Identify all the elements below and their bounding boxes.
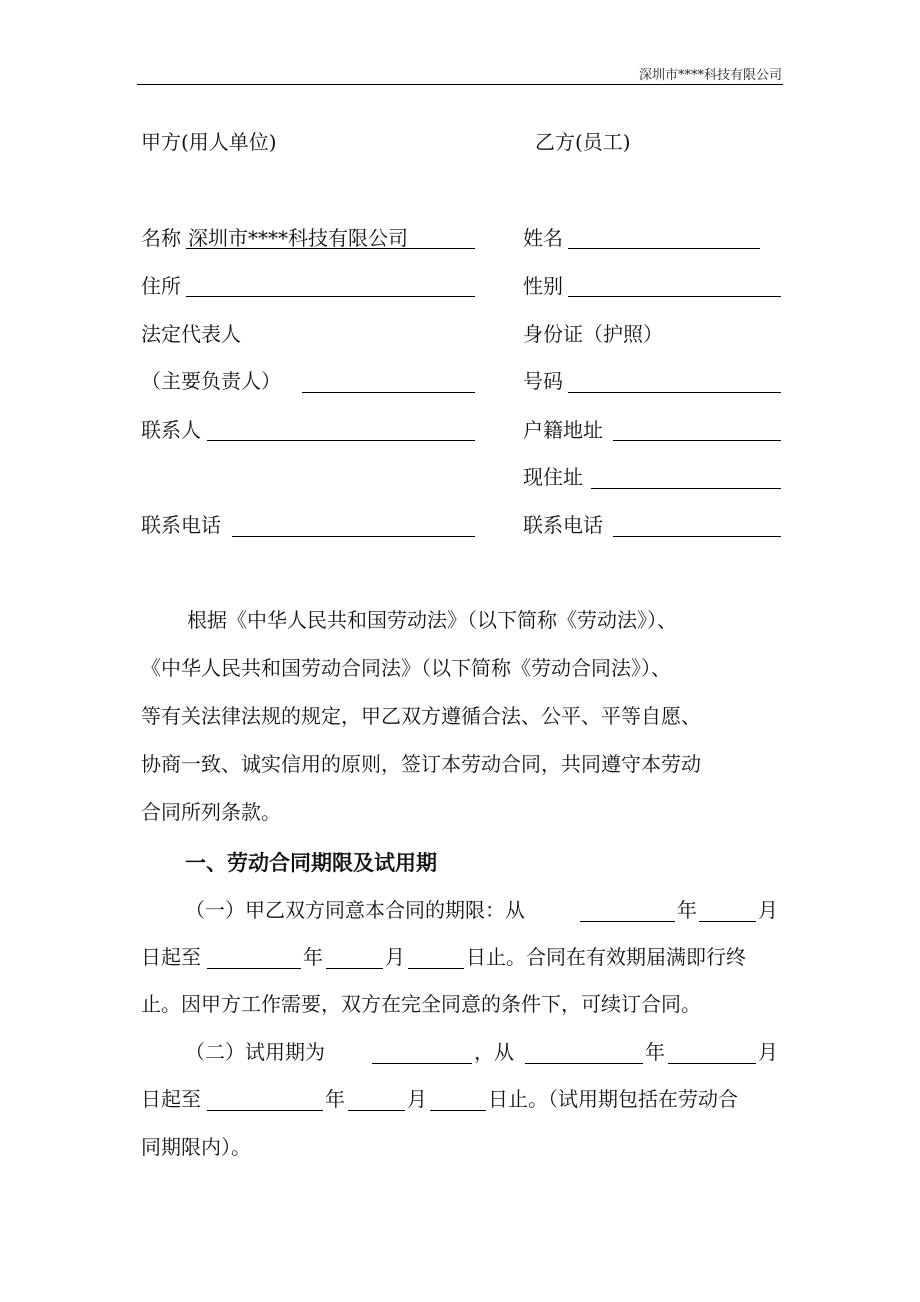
preamble-line-5: 合同所列条款。 xyxy=(141,800,281,824)
clause-2-end-day-line[interactable] xyxy=(430,1110,486,1111)
party-a-principal-line[interactable] xyxy=(302,392,475,393)
clause-2-prefix: （二）试用期为 xyxy=(185,1040,325,1064)
party-b-heading: 乙方(员工) xyxy=(535,130,631,154)
party-a-phone-line[interactable] xyxy=(232,536,475,537)
party-b-household-line[interactable] xyxy=(613,440,781,441)
party-a-name-label: 名称 xyxy=(141,226,181,250)
clause-1-end-day-line[interactable] xyxy=(408,968,464,969)
clause-1-end-year-line[interactable] xyxy=(207,968,301,969)
party-a-name-value: 深圳市****科技有限公司 xyxy=(188,226,408,250)
party-b-gender-label: 性别 xyxy=(523,274,563,298)
clause-2-duration-line[interactable] xyxy=(372,1063,472,1064)
clause-2-end-year-label: 年 xyxy=(325,1087,345,1111)
clause-2-end-day-text: 日止。（试用期包括在劳动合 xyxy=(488,1087,738,1111)
clause-2-end-month-label: 月 xyxy=(407,1087,427,1111)
clause-2-start-month-line[interactable] xyxy=(668,1063,756,1064)
clause-1-end-month-line[interactable] xyxy=(326,968,383,969)
party-b-phone-line[interactable] xyxy=(613,536,781,537)
clause-1-end-month-label: 月 xyxy=(385,945,405,969)
clause-2-year-label: 年 xyxy=(645,1040,665,1064)
section-1-title: 一、劳动合同期限及试用期 xyxy=(185,851,437,875)
clause-1-end-year-label: 年 xyxy=(303,945,323,969)
clause-2-end-year-line[interactable] xyxy=(207,1110,323,1111)
clause-1-prefix: （一）甲乙双方同意本合同的期限：从 xyxy=(185,898,525,922)
party-b-number-label: 号码 xyxy=(523,369,563,393)
clause-1-month-label: 月 xyxy=(758,898,778,922)
party-b-number-line[interactable] xyxy=(568,392,781,393)
party-a-principal-label: （主要负责人） xyxy=(141,369,281,393)
header-divider xyxy=(137,84,783,85)
party-a-legal-rep-label: 法定代表人 xyxy=(141,322,241,346)
clause-2-start-day-label: 日起至 xyxy=(141,1087,201,1111)
party-b-phone-label: 联系电话 xyxy=(523,513,603,537)
clause-1-end-day-text: 日止。合同在有效期届满即行终 xyxy=(466,945,746,969)
party-a-name-line[interactable] xyxy=(186,248,475,249)
party-a-heading: 甲方(用人单位) xyxy=(141,130,277,154)
party-a-phone-label: 联系电话 xyxy=(141,513,221,537)
party-a-contact-line[interactable] xyxy=(207,440,475,441)
preamble-line-2: 《中华人民共和国劳动合同法》（以下简称《劳动合同法》）、 xyxy=(141,656,671,680)
clause-1-year-label: 年 xyxy=(677,898,697,922)
party-b-current-address-label: 现住址 xyxy=(523,465,583,489)
clause-2-month-label: 月 xyxy=(758,1040,778,1064)
party-a-address-label: 住所 xyxy=(141,274,181,298)
clause-1-start-day-label: 日起至 xyxy=(141,945,201,969)
clause-2-line-3: 同期限内）。 xyxy=(141,1135,251,1159)
preamble-line-1: 根据《中华人民共和国劳动法》（以下简称《劳动法》）、 xyxy=(187,608,677,632)
party-b-gender-line[interactable] xyxy=(568,296,781,297)
party-b-household-label: 户籍地址 xyxy=(523,418,603,442)
clause-1-line-3: 止。因甲方工作需要，双方在完全同意的条件下，可续订合同。 xyxy=(141,992,701,1016)
party-b-id-label: 身份证（护照） xyxy=(523,322,663,346)
clause-2-start-year-line[interactable] xyxy=(525,1063,643,1064)
clause-1-start-month-line[interactable] xyxy=(699,921,756,922)
preamble-line-4: 协商一致、诚实信用的原则，签订本劳动合同，共同遵守本劳动 xyxy=(141,752,701,776)
clause-1-start-year-line[interactable] xyxy=(580,921,675,922)
clause-2-from-label: ，从 xyxy=(474,1040,514,1064)
party-b-name-line[interactable] xyxy=(568,248,760,249)
party-b-name-label: 姓名 xyxy=(523,226,563,250)
party-a-address-line[interactable] xyxy=(186,296,475,297)
preamble-line-3: 等有关法律法规的规定，甲乙双方遵循合法、公平、平等自愿、 xyxy=(141,704,701,728)
party-a-contact-label: 联系人 xyxy=(141,418,201,442)
party-b-current-address-line[interactable] xyxy=(591,488,781,489)
header-company: 深圳市****科技有限公司 xyxy=(638,68,782,83)
clause-2-end-month-line[interactable] xyxy=(348,1110,405,1111)
